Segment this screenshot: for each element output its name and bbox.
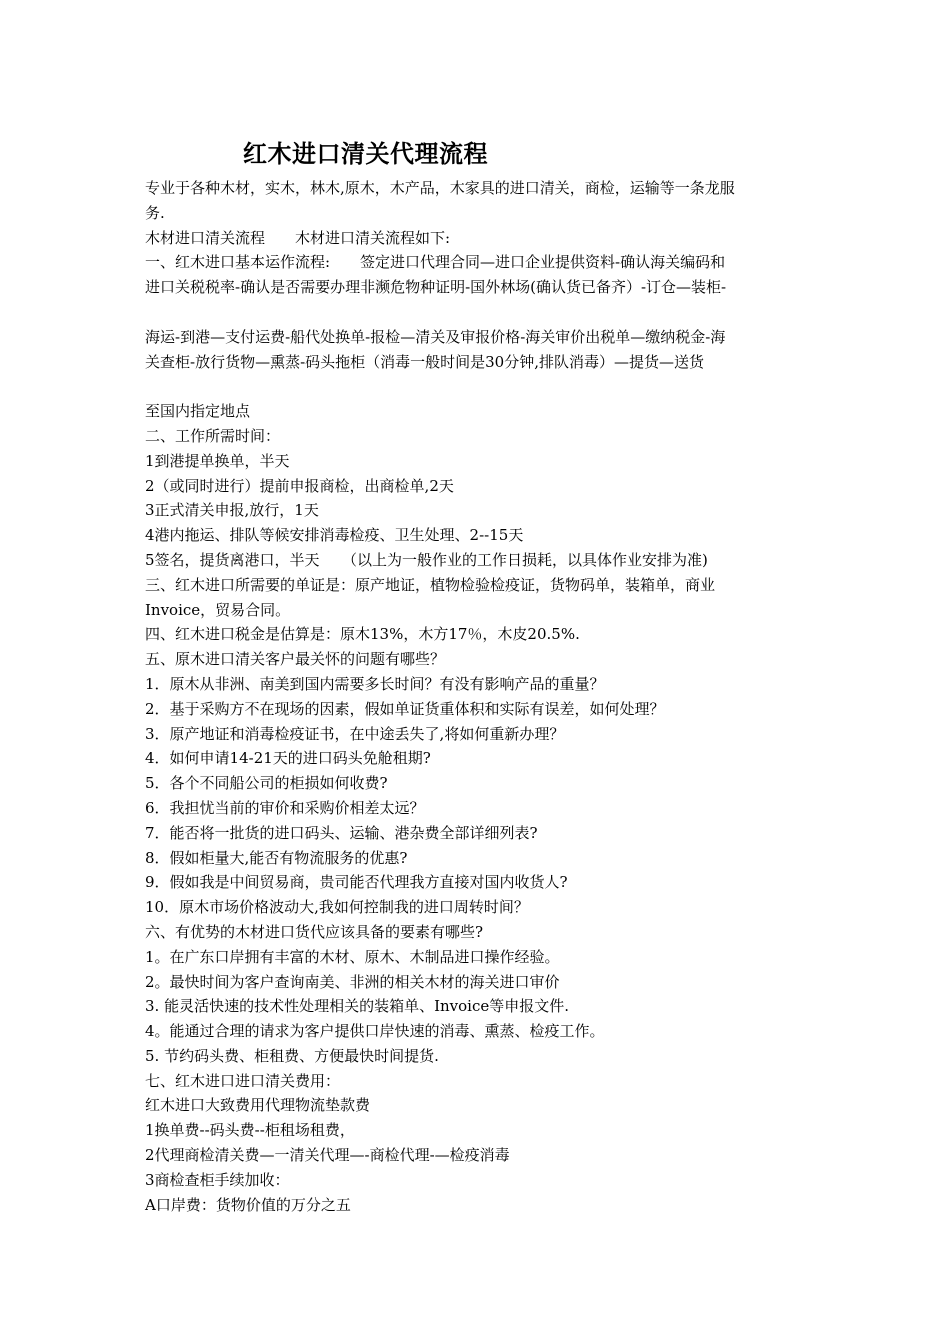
text-line: 2．基于采购方不在现场的因素，假如单证货重体积和实际有误差，如何处理？ [145,699,665,718]
text-line: 2。最快时间为客户查询南美、非洲的相关木材的海关进口审价 [145,972,560,991]
text-line: 4港内拖运、排队等候安排消毒检疫、卫生处理、2--15天 [145,526,524,545]
text-line: 2代理商检清关费—一清关代理—-商检代理-—检疫消毒 [145,1146,510,1165]
blank-line [145,300,810,325]
text-line: 红木进口大致费用代理物流垫款费 [145,1096,371,1115]
text-line: 10．原木市场价格波动大,我如何控制我的进口周转时间？ [145,898,529,917]
text-line: 5. 节约码头费、柜租费、方便最快时间提货. [145,1046,439,1065]
text-line: 务. [145,203,165,222]
text-line: Invoice，贸易合同。 [145,600,291,619]
text-line: 4．如何申请14-21天的进口码头免舱租期? [145,749,431,768]
text-line: 三、红木进口所需要的单证是：原产地证，植物检验检疫证，货物码单，装箱单，商业 [145,575,716,594]
text-line: 进口关税税率-确认是否需要办理非濒危物种证明-国外林场(确认货已备齐）-订仓—装柜- [145,278,727,297]
text-line: 关查柜-放行货物—熏蒸-码头拖柜（消毒一般时间是30分钟,排队消毒）—提货—送货 [145,352,704,371]
text-line: A口岸费：货物价值的万分之五 [145,1195,351,1214]
text-line: 二、工作所需时间： [145,426,281,445]
text-line: 五、原木进口清关客户最关怀的问题有哪些？ [145,650,446,669]
document-title: 红木进口清关代理流程 [243,139,488,168]
text-line: 3商检查柜手续加收： [145,1170,290,1189]
text-line: 9．假如我是中间贸易商，贵司能否代理我方直接对国内收货人? [145,873,568,892]
text-line: 7．能否将一批货的进口码头、运输、港杂费全部详细列表? [145,823,538,842]
text-line: 四、红木进口税金是估算是：原木13%，木方17％，木皮20.5%. [145,625,580,644]
text-line: 3正式清关申报,放行，1天 [145,501,319,520]
text-line: 3．原产地证和消毒检疫证书，在中途丢失了,将如何重新办理？ [145,724,565,743]
text-line: 1．原木从非洲、南美到国内需要多长时间？有没有影响产品的重量？ [145,674,605,693]
text-line: 5．各个不同船公司的柜损如何收费? [145,774,388,793]
text-line: 1到港提单换单，半天 [145,451,290,470]
document-body [145,176,810,1217]
text-line: 2（或同时进行）提前申报商检，出商检单,2天 [145,476,454,495]
text-line: 六、有优势的木材进口货代应该具备的要素有哪些? [145,922,484,941]
text-line: 专业于各种木材，实木，林木,原木，木产品，木家具的进口清关，商检，运输等一条龙服 [145,179,735,197]
text-line: 6．我担忧当前的审价和采购价相差太远？ [145,798,425,817]
text-line: 3. 能灵活快速的技术性处理相关的装箱单、Invoice等申报文件. [145,997,570,1016]
blank-line [145,374,810,399]
text-line: 七、红木进口进口清关费用： [145,1071,341,1090]
text-line: 1换单费--码头费--柜租场租费， [145,1121,355,1140]
text-line: 1。在广东口岸拥有丰富的木材、原木、木制品进口操作经验。 [145,947,560,966]
text-line: 8．假如柜量大,能否有物流服务的优惠? [145,848,408,867]
text-line: 木材进口清关流程 木材进口清关流程如下: [145,228,451,247]
text-line: 海运-到港—支付运费-船代处换单-报检—清关及审报价格-海关审价出税单—缴纳税金-海 [145,327,726,346]
text-line: 4。能通过合理的请求为客户提供口岸快速的消毒、熏蒸、检疫工作。 [145,1022,605,1041]
text-line: 至国内指定地点 [145,402,251,421]
text-line: 5签名，提货离港口，半天 （以上为一般作业的工作日损耗，以具体作业安排为准) [145,550,708,569]
text-line: 一、红木进口基本运作流程: 签定进口代理合同—进口企业提供资料-确认海关编码和 [145,253,726,272]
